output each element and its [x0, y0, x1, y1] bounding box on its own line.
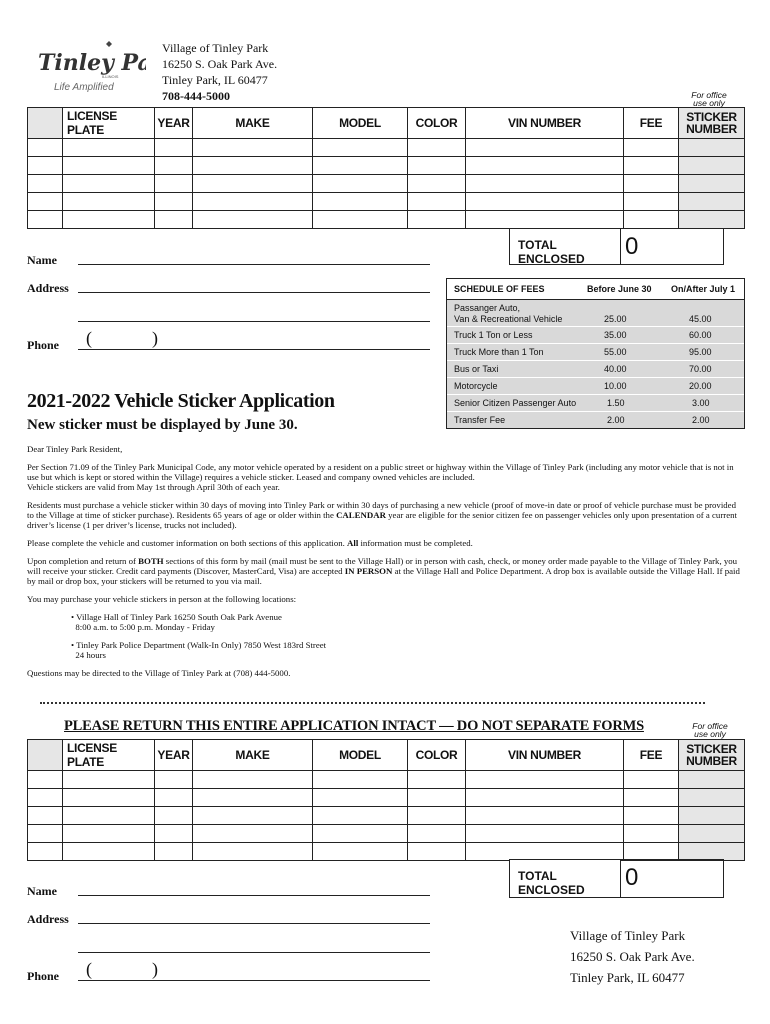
vehicle-table-bottom	[27, 739, 745, 861]
logo-tagline: Life Amplified	[54, 82, 114, 93]
color-cell[interactable]	[408, 139, 466, 157]
fee-after: 2.00	[692, 415, 710, 425]
fee-row	[447, 327, 744, 344]
vin-cell[interactable]	[466, 157, 624, 175]
fee-row	[447, 361, 744, 378]
col-color: COLOR	[408, 108, 466, 139]
row-cell	[28, 139, 63, 157]
row-cell	[28, 789, 63, 807]
fee-type: Passanger Auto,	[454, 303, 521, 313]
total-enclosed-field[interactable]: 0	[620, 228, 724, 265]
total-enclosed-label-2: TOTAL ENCLOSED	[509, 859, 621, 898]
fee-after: 45.00	[689, 314, 712, 324]
para-residents-a: Residents must purchase a vehicle sticker within 30 days of moving into Tinley Park or within 30 days of purchasing a new vehicle (proof of move-in date or proof of vehicle purchase must be provided to the Village at time of sticker purchase). Residents 65 years of age or older within the	[27, 500, 736, 520]
fee-type: Senior Citizen Passenger Auto	[454, 398, 577, 408]
license-plate-cell[interactable]	[63, 807, 155, 825]
fee-before: 2.00	[607, 415, 625, 425]
make-cell[interactable]	[193, 825, 313, 843]
year-cell[interactable]	[155, 193, 193, 211]
row-cell	[28, 771, 63, 789]
fee-before: 10.00	[604, 381, 627, 391]
vin-cell[interactable]	[466, 825, 624, 843]
para-residents-c: year are eligible for the senior citizen fee on passenger vehicles only upon presentation of a current driver’s license (1 per driver’s license, trucks not included).	[27, 510, 737, 530]
vin-cell[interactable]	[466, 211, 624, 229]
fee-after: 20.00	[689, 381, 712, 391]
model-cell[interactable]	[313, 807, 408, 825]
make-cell[interactable]	[193, 807, 313, 825]
license-plate-cell[interactable]	[63, 157, 155, 175]
phone-input-line[interactable]	[78, 349, 430, 350]
color-cell[interactable]	[408, 211, 466, 229]
schedule-of-fees	[446, 278, 745, 429]
footer-city: Tinley Park, IL 60477	[570, 970, 685, 985]
para-residents	[27, 500, 742, 530]
color-cell[interactable]	[408, 789, 466, 807]
license-plate-cell[interactable]	[63, 771, 155, 789]
vin-cell[interactable]	[466, 771, 624, 789]
color-cell[interactable]	[408, 807, 466, 825]
sticker-cell	[679, 825, 745, 843]
header-org: Village of Tinley Park	[162, 41, 269, 55]
license-plate-cell[interactable]	[63, 789, 155, 807]
footer-street: 16250 S. Oak Park Ave.	[570, 949, 695, 964]
village-logo	[36, 40, 146, 96]
address-input-line-3[interactable]	[78, 923, 430, 924]
year-cell[interactable]	[155, 211, 193, 229]
table-header-row	[28, 108, 745, 139]
fee-before: 1.50	[607, 398, 625, 408]
vin-cell[interactable]	[466, 789, 624, 807]
fee-cell[interactable]	[624, 843, 679, 861]
col-fee: FEE	[624, 108, 679, 139]
make-cell[interactable]	[193, 139, 313, 157]
color-cell[interactable]	[408, 825, 466, 843]
sticker-label-1: STICKER	[686, 110, 737, 124]
fee-row	[447, 395, 744, 412]
sticker-label-2: NUMBER	[686, 122, 737, 136]
model-cell[interactable]	[313, 157, 408, 175]
fee-before: 40.00	[604, 364, 627, 374]
year-cell[interactable]	[155, 807, 193, 825]
vin-cell[interactable]	[466, 193, 624, 211]
vin-cell[interactable]	[466, 139, 624, 157]
model-cell[interactable]	[313, 789, 408, 807]
name-label: Name	[27, 253, 57, 267]
fee-type-cont: Van & Recreational Vehicle	[454, 314, 563, 324]
year-cell[interactable]	[155, 843, 193, 861]
para-locations: You may purchase your vehicle stickers in person at the following locations:	[27, 594, 297, 604]
fee-before: 55.00	[604, 347, 627, 357]
address-input-line-1[interactable]	[78, 292, 430, 293]
year-cell[interactable]	[155, 139, 193, 157]
sticker-cell	[679, 789, 745, 807]
para-code-validity: Vehicle stickers are valid from May 1st through April 30th of each year.	[27, 482, 280, 492]
phone-close-paren-2: )	[152, 959, 158, 979]
office-note-line1: For office	[692, 721, 728, 731]
col-vin: VIN NUMBER	[466, 108, 624, 139]
table-row	[28, 211, 745, 229]
table-row	[28, 157, 745, 175]
office-note-line2: use only	[693, 98, 725, 108]
vehicle-table-top	[27, 107, 745, 229]
table-header-row	[28, 740, 745, 771]
fee-after: 3.00	[692, 398, 710, 408]
phone-input-line-2[interactable]	[78, 980, 430, 981]
fee-cell[interactable]	[624, 825, 679, 843]
row-cell	[28, 807, 63, 825]
make-cell[interactable]	[193, 175, 313, 193]
row-cell	[28, 211, 63, 229]
fee-before: 35.00	[604, 330, 627, 340]
para-complete-b: All	[347, 538, 359, 548]
table-row	[28, 843, 745, 861]
row-cell	[28, 193, 63, 211]
color-cell[interactable]	[408, 193, 466, 211]
col-year: YEAR	[155, 108, 193, 139]
row-cell	[28, 175, 63, 193]
sticker-cell	[679, 157, 745, 175]
footer-org: Village of Tinley Park	[570, 928, 686, 943]
vin-cell[interactable]	[466, 843, 624, 861]
sticker-cell	[679, 843, 745, 861]
license-plate-cell[interactable]	[63, 825, 155, 843]
location-police	[71, 640, 742, 660]
total-enclosed-label: TOTAL ENCLOSED	[509, 228, 621, 265]
greeting: Dear Tinley Park Resident,	[27, 444, 123, 454]
row-cell	[28, 843, 63, 861]
fee-before: 25.00	[604, 314, 627, 324]
vin-cell[interactable]	[466, 175, 624, 193]
fee-cell[interactable]	[624, 193, 679, 211]
col-make: MAKE	[193, 740, 313, 771]
model-cell[interactable]	[313, 211, 408, 229]
year-cell[interactable]	[155, 789, 193, 807]
sticker-cell	[679, 193, 745, 211]
col-color: COLOR	[408, 740, 466, 771]
para-complete-c: information must be completed.	[358, 538, 473, 548]
para-return-a: Upon completion and return of	[27, 556, 139, 566]
sticker-cell	[679, 211, 745, 229]
para-return-c: sections of this form by mail (mail must be sent to the Village Hall) or in person with cash, check, or money order made payable to the Village of Tinley Park, you will receive your sticker. Credit card payments (Discover, MasterCard, Visa) are accepted	[27, 556, 738, 576]
fee-cell[interactable]	[624, 789, 679, 807]
logo-state: ILLINOIS	[102, 74, 119, 79]
name-input-line[interactable]	[78, 264, 430, 265]
table-row	[28, 139, 745, 157]
license-plate-cell[interactable]	[63, 193, 155, 211]
fee-type: Transfer Fee	[454, 415, 506, 425]
name-label-2: Name	[27, 884, 57, 898]
license-plate-cell[interactable]	[63, 843, 155, 861]
sticker-label-1: STICKER	[686, 742, 737, 756]
model-cell[interactable]	[313, 825, 408, 843]
fee-after: 70.00	[689, 364, 712, 374]
office-note-line1: For office	[691, 90, 727, 100]
col-make: MAKE	[193, 108, 313, 139]
fee-type: Truck More than 1 Ton	[454, 347, 544, 357]
fee-cell[interactable]	[624, 175, 679, 193]
page-subtitle: New sticker must be displayed by June 30.	[27, 417, 298, 433]
page-title: 2021-2022 Vehicle Sticker Application	[27, 390, 335, 412]
color-cell[interactable]	[408, 843, 466, 861]
row-cell	[28, 157, 63, 175]
fee-row	[447, 300, 744, 327]
fee-row	[447, 412, 744, 428]
phone-label-2: Phone	[27, 969, 60, 983]
fee-row	[447, 344, 744, 361]
row-number-header	[28, 108, 63, 139]
address-input-line-2[interactable]	[78, 321, 430, 322]
color-cell[interactable]	[408, 175, 466, 193]
return-instruction: PLEASE RETURN THIS ENTIRE APPLICATION INTACT — DO NOT SEPARATE FORMS	[64, 718, 644, 734]
para-return	[27, 556, 742, 586]
header-phone: 708-444-5000	[162, 89, 230, 103]
col-vin: VIN NUMBER	[466, 740, 624, 771]
header-street: 16250 S. Oak Park Ave.	[162, 57, 278, 71]
location-2-hours: 24 hours	[75, 650, 106, 660]
para-return-b: BOTH	[138, 556, 164, 566]
fee-cell[interactable]	[624, 157, 679, 175]
fees-title: SCHEDULE OF FEES	[454, 284, 545, 294]
location-village-hall	[71, 612, 742, 632]
license-plate-cell[interactable]	[63, 139, 155, 157]
sticker-cell	[679, 807, 745, 825]
license-plate-cell[interactable]	[63, 175, 155, 193]
make-cell[interactable]	[193, 157, 313, 175]
instructions	[27, 444, 742, 686]
para-code-text: Per Section 71.09 of the Tinley Park Municipal Code, any motor vehicle operated by a resident on a public street or highway within the Village of Tinley Park (including any motor vehicle that is not in use but which is kept or stored within the Village) requires a vehicle sticker. Leased and company owned vehicles are included.	[27, 462, 734, 482]
fee-row	[447, 378, 744, 395]
mailing-address	[570, 925, 695, 988]
year-cell[interactable]	[155, 157, 193, 175]
sticker-cell	[679, 139, 745, 157]
vin-cell[interactable]	[466, 807, 624, 825]
name-input-line-2[interactable]	[78, 895, 430, 896]
model-cell[interactable]	[313, 771, 408, 789]
fee-cell[interactable]	[624, 807, 679, 825]
phone-close-paren: )	[152, 328, 158, 348]
col-license-plate: LICENSE PLATE	[63, 740, 155, 771]
fee-after: 60.00	[689, 330, 712, 340]
fee-type: Truck 1 Ton or Less	[454, 330, 533, 340]
address-label-2: Address	[27, 912, 69, 926]
make-cell[interactable]	[193, 193, 313, 211]
logo-wordmark: Tinley P	[38, 50, 138, 76]
sticker-cell	[679, 771, 745, 789]
total-enclosed-field-2[interactable]: 0	[620, 859, 724, 898]
table-row	[28, 175, 745, 193]
year-cell[interactable]	[155, 175, 193, 193]
make-cell[interactable]	[193, 211, 313, 229]
para-return-e: at the Village Hall and Police Department. A drop box is available outside the Village Hall. If paid by mail or drop box, your stickers will be returned to you via mail.	[27, 566, 740, 586]
col-fee: FEE	[624, 740, 679, 771]
sticker-label-2: NUMBER	[686, 754, 737, 768]
address-label: Address	[27, 281, 69, 295]
row-number-header	[28, 740, 63, 771]
para-complete	[27, 538, 742, 548]
header-city: Tinley Park, IL 60477	[162, 73, 268, 87]
office-note-line2: use only	[694, 729, 726, 739]
para-return-d: IN PERSON	[344, 566, 393, 576]
questions: Questions may be directed to the Village of Tinley Park at (708) 444-5000.	[27, 668, 291, 678]
model-cell[interactable]	[313, 139, 408, 157]
col-model: MODEL	[313, 108, 408, 139]
office-use-note-2	[687, 722, 733, 738]
year-cell[interactable]	[155, 771, 193, 789]
sticker-cell	[679, 175, 745, 193]
make-cell[interactable]	[193, 789, 313, 807]
make-cell[interactable]	[193, 771, 313, 789]
fee-type: Motorcycle	[454, 381, 498, 391]
table-row	[28, 789, 745, 807]
phone-open-paren-2: (	[86, 959, 92, 979]
table-row	[28, 771, 745, 789]
col-sticker-number	[679, 108, 745, 139]
table-row	[28, 193, 745, 211]
address-input-line-4[interactable]	[78, 952, 430, 953]
tinley-park-logo-icon	[36, 40, 146, 96]
table-row	[28, 825, 745, 843]
location-1-hours: 8:00 a.m. to 5:00 p.m. Monday - Friday	[75, 622, 215, 632]
model-cell[interactable]	[313, 175, 408, 193]
col-year: YEAR	[155, 740, 193, 771]
fee-after: 95.00	[689, 347, 712, 357]
year-cell[interactable]	[155, 825, 193, 843]
fees-header	[447, 279, 744, 300]
make-cell[interactable]	[193, 843, 313, 861]
para-code	[27, 462, 742, 492]
tear-line	[40, 702, 705, 704]
para-complete-a: Please complete the vehicle and customer information on both sections of this application.	[27, 538, 348, 548]
fee-cell[interactable]	[624, 211, 679, 229]
fees-before-header: Before June 30	[587, 284, 652, 294]
row-cell	[28, 825, 63, 843]
col-sticker-number	[679, 740, 745, 771]
col-license-plate: LICENSE PLATE	[63, 108, 155, 139]
location-1-address: • Village Hall of Tinley Park 16250 South Oak Park Avenue	[71, 612, 282, 622]
model-cell[interactable]	[313, 193, 408, 211]
para-residents-b: CALENDAR	[336, 510, 386, 520]
header-address	[162, 40, 277, 104]
model-cell[interactable]	[313, 843, 408, 861]
col-model: MODEL	[313, 740, 408, 771]
office-use-note	[686, 91, 732, 107]
fee-cell[interactable]	[624, 139, 679, 157]
license-plate-cell[interactable]	[63, 211, 155, 229]
color-cell[interactable]	[408, 157, 466, 175]
table-row	[28, 807, 745, 825]
fee-cell[interactable]	[624, 771, 679, 789]
color-cell[interactable]	[408, 771, 466, 789]
fees-after-header: On/After July 1	[671, 284, 736, 294]
fee-type: Bus or Taxi	[454, 364, 499, 374]
location-2-address: • Tinley Park Police Department (Walk-In Only) 7850 West 183rd Street	[71, 640, 327, 650]
phone-open-paren: (	[86, 328, 92, 348]
phone-label: Phone	[27, 338, 60, 352]
